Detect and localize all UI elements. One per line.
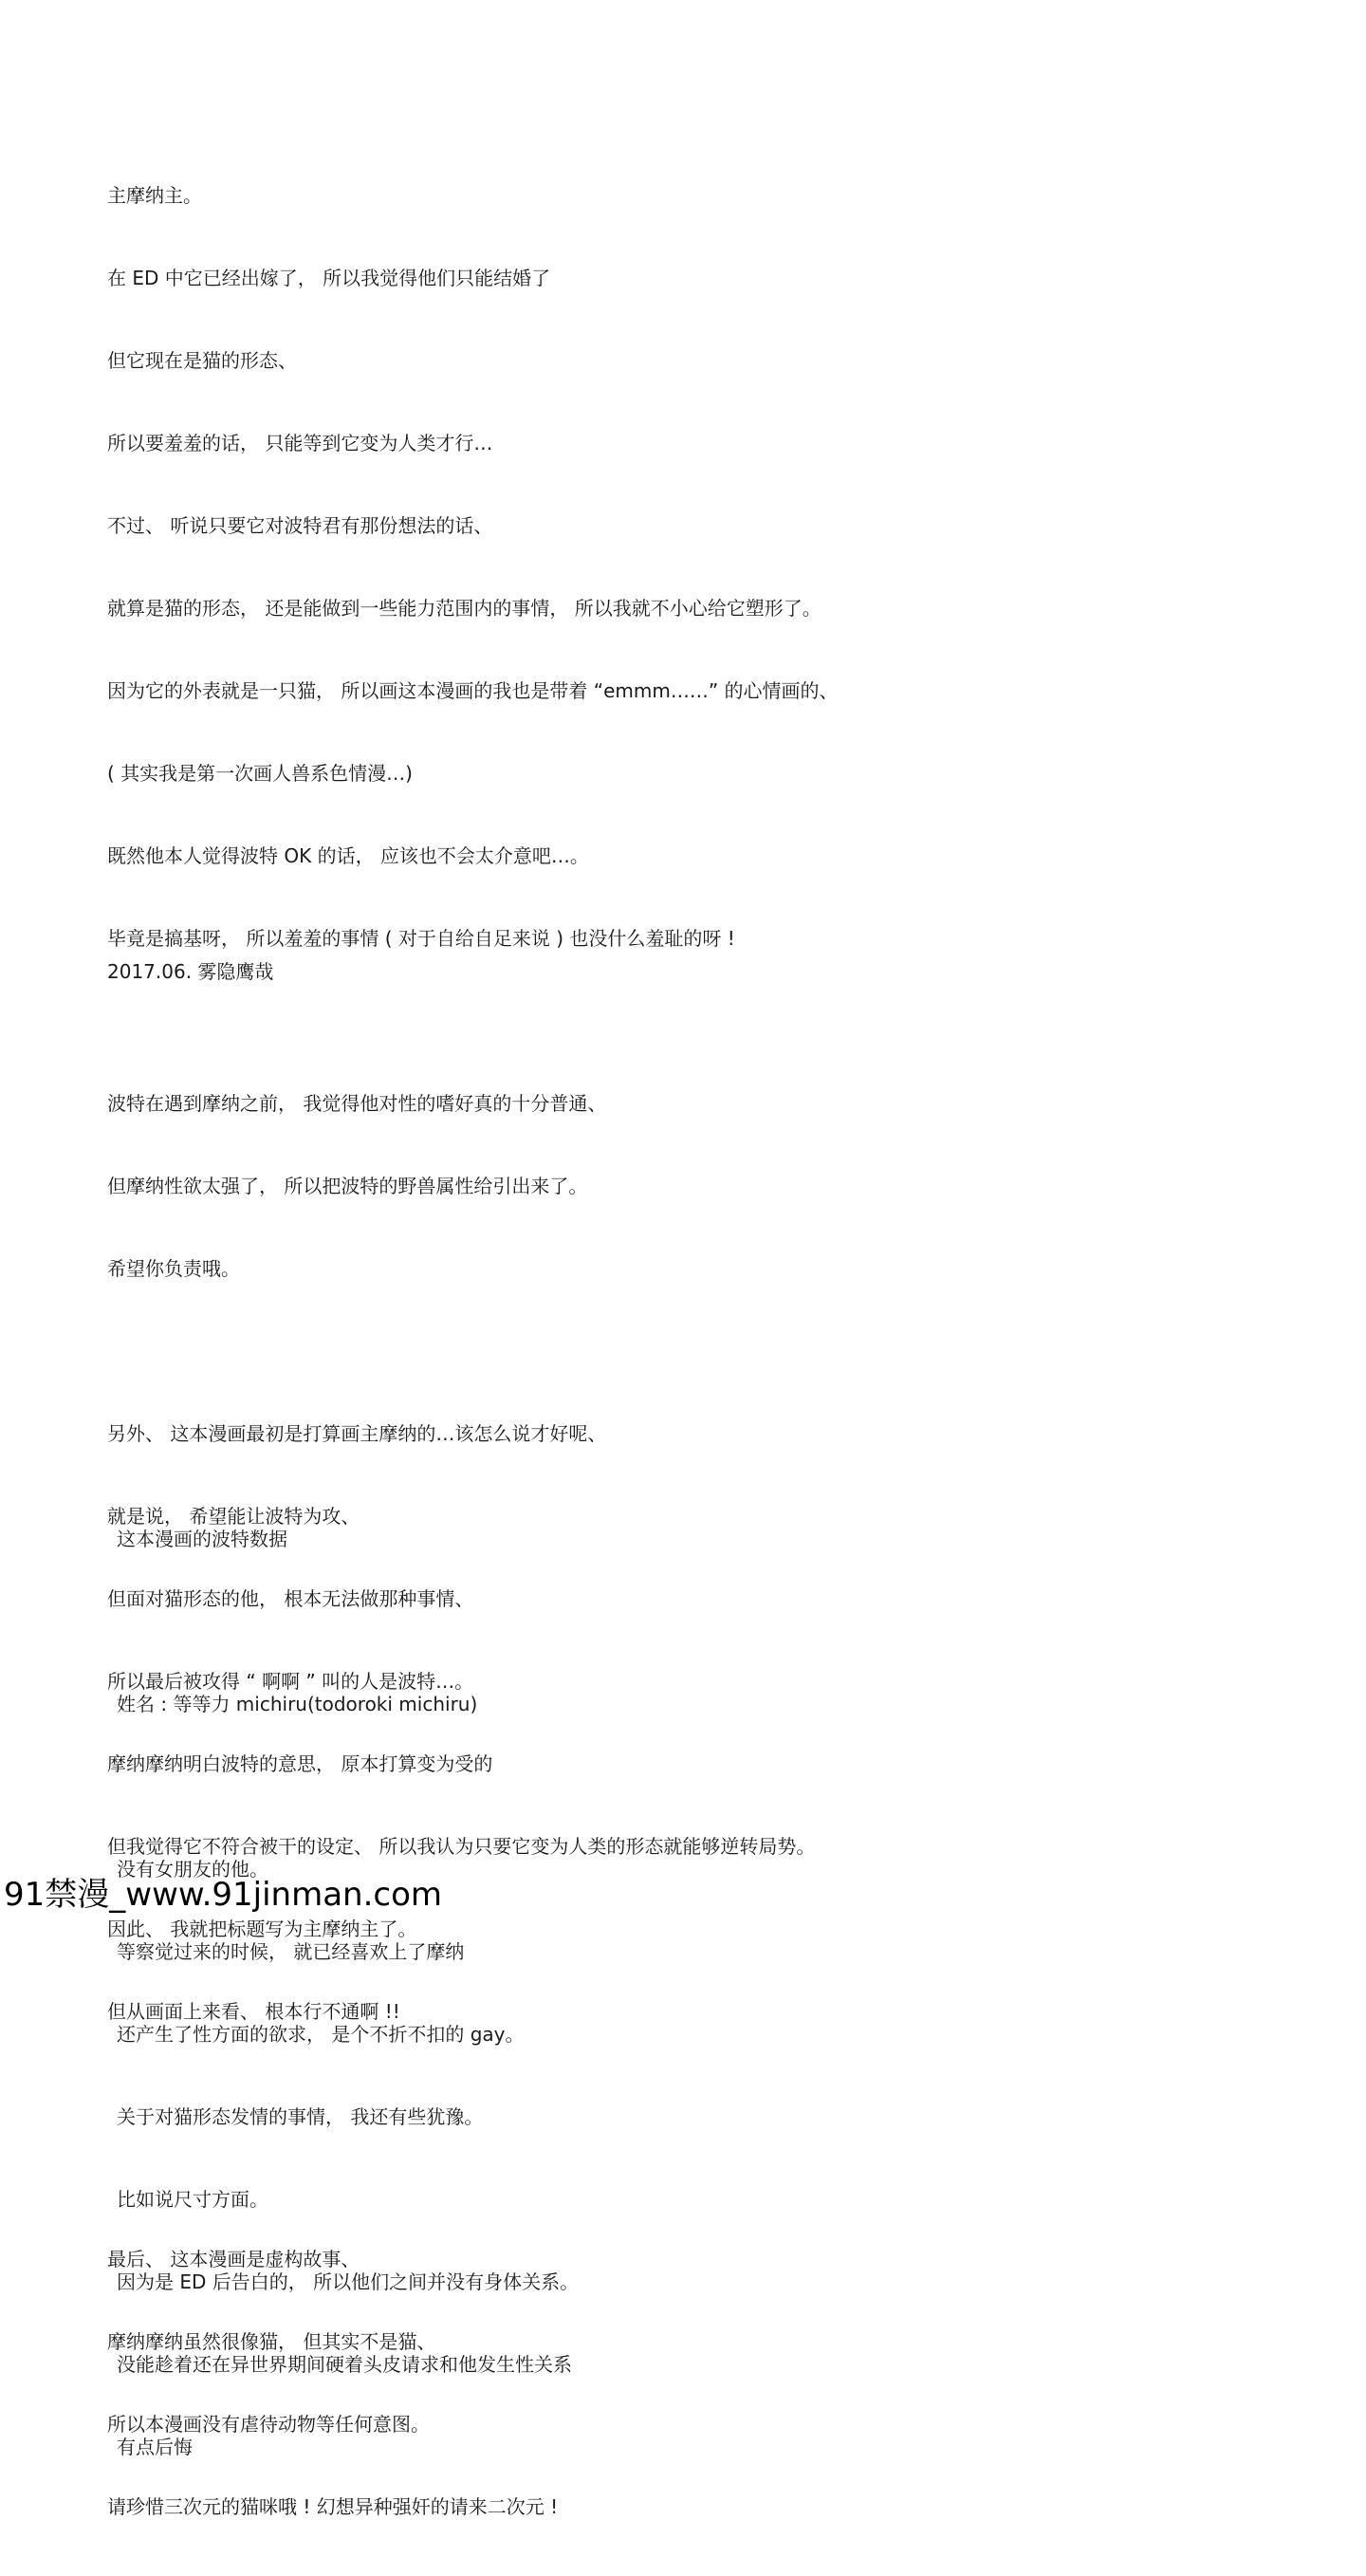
profile-line: 有点后悔 [117, 2436, 193, 2458]
afterword-line: 请珍惜三次元的猫咪哦 ! 幻想异种强奸的请来二次元 ! [107, 2495, 559, 2518]
afterword-line: 另外、 这本漫画最初是打算画主摩纳的…该怎么说才好呢、 [107, 1422, 607, 1445]
afterword-line: 因为它的外表就是一只猫， 所以画这本漫画的我也是带着 “emmm……” 的心情画的、 [107, 679, 839, 702]
afterword-line: 主摩纳主。 [107, 184, 202, 207]
afterword-line: 所以要羞羞的话， 只能等到它变为人类才行… [107, 432, 493, 454]
afterword-line: 希望你负责哦。 [107, 1257, 240, 1280]
afterword-line: 波特在遇到摩纳之前， 我觉得他对性的嗜好真的十分普通、 [107, 1092, 607, 1115]
signature-date: 2017.06. 雾隐鹰哉 [107, 960, 274, 983]
afterword-line: 摩纳摩纳明白波特的意思， 原本打算变为受的 [107, 1752, 493, 1775]
afterword-line: 但摩纳性欲太强了， 所以把波特的野兽属性给引出来了。 [107, 1175, 588, 1197]
character-profile [117, 1471, 579, 2516]
afterword-line: 在 ED 中它已经出嫁了， 所以我觉得他们只能结婚了 [107, 267, 551, 289]
profile-line: 等察觉过来的时候， 就已经喜欢上了摩纳 [117, 1940, 465, 1963]
profile-line: 比如说尺寸方面。 [117, 2188, 268, 2211]
afterword-line: 但它现在是猫的形态、 [107, 349, 297, 372]
afterword-line: 就是说， 希望能让波特为攻、 [107, 1505, 360, 1528]
afterword-line: 但从画面上来看、 根本行不通啊 !! [107, 2000, 400, 2023]
paragraph-gap [117, 1608, 579, 1636]
profile-line: 没能趁着还在异世界期间硬着头皮请求和他发生性关系 [117, 2353, 572, 2376]
afterword-line: 既然他本人觉得波特 OK 的话， 应该也不会太介意吧…。 [107, 844, 589, 867]
profile-name: 姓名 : 等等力 michiru(todoroki michiru) [117, 1693, 478, 1715]
afterword-line: 因此、 我就把标题写为主摩纳主了。 [107, 1918, 417, 1940]
paragraph-gap [107, 1338, 839, 1365]
afterword-line: 毕竟是搞基呀， 所以羞羞的事情 ( 对于自给自足来说 ) 也没什么羞耻的呀 ! [107, 927, 735, 950]
afterword-line: 不过、 听说只要它对波特君有那份想法的话、 [107, 514, 493, 537]
afterword-line: 但我觉得它不符合被干的设定、 所以我认为只要它变为人类的形态就能够逆转局势。 [107, 1835, 816, 1858]
paragraph-gap [107, 1008, 839, 1035]
afterword-line: 所以本漫画没有虐待动物等任何意图。 [107, 2413, 430, 2436]
afterword-line: 但面对猫形态的他， 根本无法做那种事情、 [107, 1587, 474, 1610]
site-watermark: 91禁漫_www.91jinman.com [4, 1876, 443, 1914]
profile-heading: 这本漫画的波特数据 [117, 1528, 287, 1550]
afterword-line: ( 其实我是第一次画人兽系色情漫…) [107, 762, 413, 785]
afterword-line: 所以最后被攻得 “ 啊啊 ” 叫的人是波特…。 [107, 1670, 474, 1693]
profile-line: 还产生了性方面的欲求， 是个不折不扣的 gay。 [117, 2023, 525, 2046]
profile-line: 没有女朋友的他。 [117, 1858, 268, 1881]
afterword-line: 摩纳摩纳虽然很像猫， 但其实不是猫、 [107, 2330, 436, 2353]
profile-line: 因为是 ED 后告白的， 所以他们之间并没有身体关系。 [117, 2270, 580, 2293]
profile-line: 关于对猫形态发情的事情， 我还有些犹豫。 [117, 2105, 484, 2128]
paragraph-gap [117, 1773, 579, 1801]
afterword-line: 就算是猫的形态， 还是能做到一些能力范围内的事情， 所以我就不小心给它塑形了。 [107, 597, 821, 620]
afterword-line: 最后、 这本漫画是虚构故事、 [107, 2248, 360, 2270]
